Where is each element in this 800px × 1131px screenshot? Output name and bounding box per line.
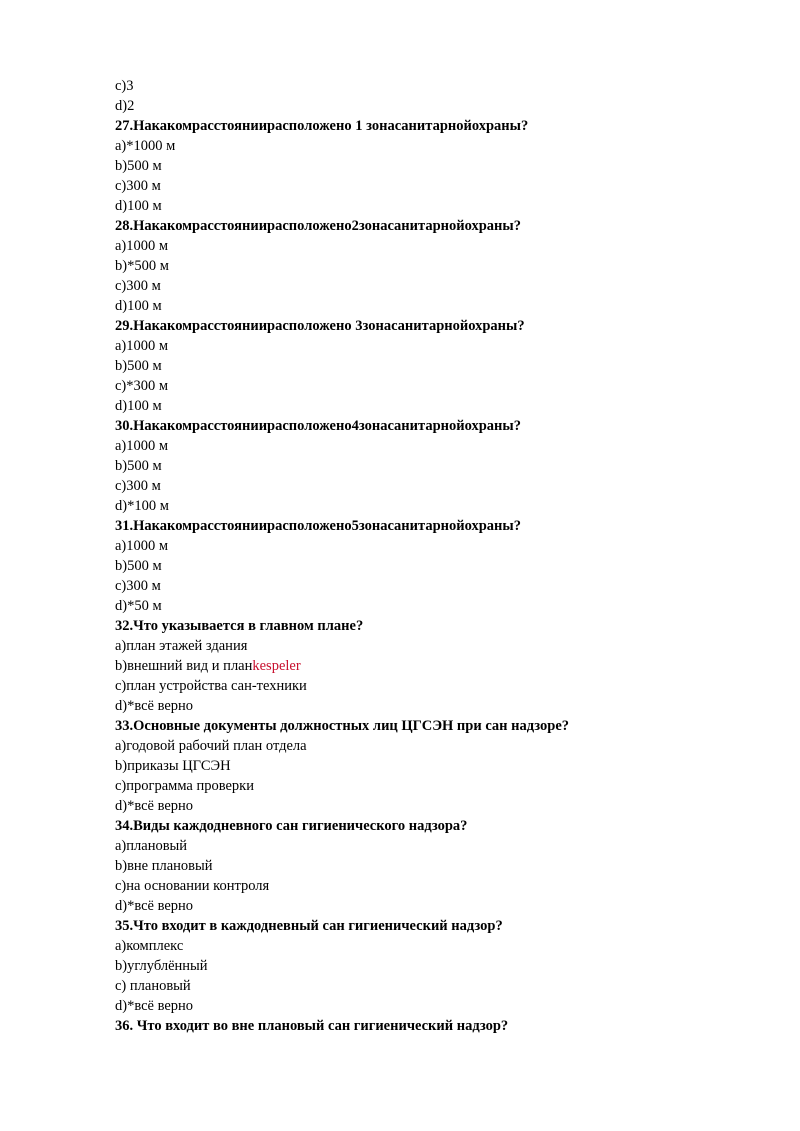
question-text: 36. Что входит во вне плановый сан гигиенический надзор? — [115, 1018, 509, 1034]
answer-option-line — [115, 836, 755, 856]
answer-option-text: d)2 — [115, 98, 135, 114]
answer-option-text: d)*всё верно — [115, 998, 194, 1014]
answer-option-text: b)вне плановый — [115, 858, 213, 874]
answer-option-text: b)500 м — [115, 358, 162, 374]
answer-option-text: c)3 — [115, 78, 134, 94]
answer-option-line — [115, 796, 755, 816]
answer-option-text: b)углублённый — [115, 958, 208, 974]
answer-option-text: c)300 м — [115, 178, 161, 194]
question-text: 29.Накакомрасстояниирасположено 3зонасанитарнойохраны? — [115, 318, 525, 334]
answer-option-text: c)на основании контроля — [115, 878, 270, 894]
question-line — [115, 416, 755, 436]
answer-option-line — [115, 876, 755, 896]
answer-option-text: c)300 м — [115, 278, 161, 294]
question-text: 27.Накакомрасстояниирасположено 1 зонасанитарнойохраны? — [115, 118, 529, 134]
question-text: 28.Накакомрасстояниирасположено2зонасанитарнойохраны? — [115, 218, 521, 234]
answer-option-text: a)1000 м — [115, 538, 169, 554]
answer-option-text: a)*1000 м — [115, 138, 176, 154]
answer-option-text: c)*300 м — [115, 378, 169, 394]
answer-option-text: d)*50 м — [115, 598, 162, 614]
answer-option-line — [115, 996, 755, 1016]
answer-option-line — [115, 196, 755, 216]
answer-option-text: d)100 м — [115, 198, 162, 214]
document-body — [115, 76, 755, 1036]
answer-option-line — [115, 476, 755, 496]
question-line — [115, 616, 755, 636]
answer-option-line — [115, 276, 755, 296]
answer-option-line — [115, 376, 755, 396]
answer-option-line — [115, 256, 755, 276]
question-text: 30.Накакомрасстояниирасположено4зонасанитарнойохраны? — [115, 418, 521, 434]
question-text: 34.Виды каждодневного сан гигиенического надзора? — [115, 818, 468, 834]
answer-option-line — [115, 156, 755, 176]
answer-option-text: a)плановый — [115, 838, 188, 854]
answer-option-text: b)500 м — [115, 158, 162, 174]
answer-option-text: c)план устройства сан-техники — [115, 678, 307, 694]
answer-option-text: c) плановый — [115, 978, 191, 994]
answer-option-line — [115, 756, 755, 776]
red-inline-text: kespeler — [252, 658, 301, 674]
answer-option-text: c)300 м — [115, 578, 161, 594]
question-line — [115, 316, 755, 336]
question-line — [115, 116, 755, 136]
answer-option-line — [115, 856, 755, 876]
answer-option-text: a)1000 м — [115, 438, 169, 454]
answer-option-text: b)500 м — [115, 558, 162, 574]
answer-option-line — [115, 176, 755, 196]
answer-option-line — [115, 496, 755, 516]
question-line — [115, 916, 755, 936]
answer-option-text: d)100 м — [115, 398, 162, 414]
answer-option-line — [115, 336, 755, 356]
answer-option-text: b)приказы ЦГСЭН — [115, 758, 231, 774]
answer-option-line — [115, 696, 755, 716]
answer-option-line — [115, 776, 755, 796]
answer-option-line — [115, 596, 755, 616]
answer-option-line — [115, 356, 755, 376]
answer-option-line — [115, 236, 755, 256]
answer-option-line — [115, 956, 755, 976]
answer-option-text: b)внешний вид и план — [115, 658, 253, 674]
answer-option-line — [115, 96, 755, 116]
answer-option-text: a)план этажей здания — [115, 638, 248, 654]
question-line — [115, 716, 755, 736]
answer-option-text: d)*всё верно — [115, 798, 194, 814]
answer-option-line — [115, 736, 755, 756]
answer-option-line — [115, 76, 755, 96]
answer-option-text: a)комплекс — [115, 938, 184, 954]
answer-option-text: d)*всё верно — [115, 698, 194, 714]
answer-option-line — [115, 396, 755, 416]
answer-option-line — [115, 296, 755, 316]
answer-option-text: c)программа проверки — [115, 778, 254, 794]
answer-option-line — [115, 556, 755, 576]
answer-option-text: d)*всё верно — [115, 898, 194, 914]
question-text: 31.Накакомрасстояниирасположено5зонасанитарнойохраны? — [115, 518, 521, 534]
answer-option-text: c)300 м — [115, 478, 161, 494]
answer-option-line — [115, 936, 755, 956]
answer-option-text: d)*100 м — [115, 498, 169, 514]
question-line — [115, 516, 755, 536]
answer-option-text: b)*500 м — [115, 258, 169, 274]
answer-option-line — [115, 436, 755, 456]
question-line — [115, 216, 755, 236]
question-text: 35.Что входит в каждодневный сан гигиенический надзор? — [115, 918, 503, 934]
question-line — [115, 816, 755, 836]
question-text: 32.Что указывается в главном плане? — [115, 618, 364, 634]
answer-option-text: d)100 м — [115, 298, 162, 314]
answer-option-text: a)1000 м — [115, 338, 169, 354]
question-line — [115, 1016, 755, 1036]
answer-option-line — [115, 456, 755, 476]
answer-option-line — [115, 656, 755, 676]
answer-option-line — [115, 636, 755, 656]
answer-option-line — [115, 976, 755, 996]
question-text: 33.Основные документы должностных лиц ЦГСЭН при сан надзоре? — [115, 718, 570, 734]
answer-option-line — [115, 676, 755, 696]
answer-option-line — [115, 136, 755, 156]
answer-option-line — [115, 896, 755, 916]
answer-option-text: b)500 м — [115, 458, 162, 474]
answer-option-line — [115, 536, 755, 556]
answer-option-line — [115, 576, 755, 596]
answer-option-text: a)1000 м — [115, 238, 169, 254]
answer-option-text: a)годовой рабочий план отдела — [115, 738, 307, 754]
